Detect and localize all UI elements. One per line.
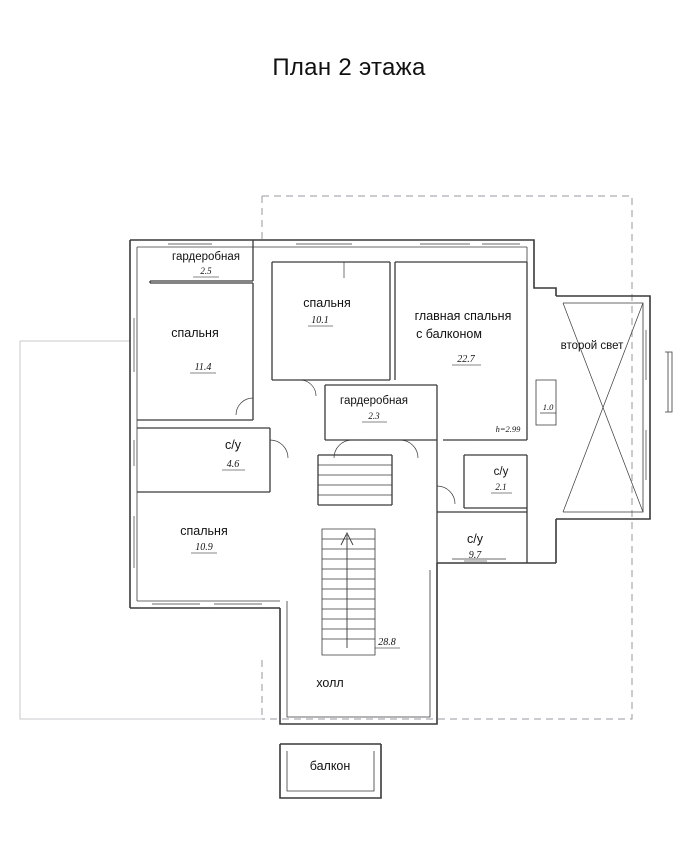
room-area-master_bedroom: 22.7 xyxy=(457,354,475,365)
room-label-wardrobe_top: гардеробная xyxy=(172,251,240,263)
room-label-bath_small: с/у xyxy=(493,466,509,478)
room-area-bedroom_left: 11.4 xyxy=(194,362,212,373)
room-area-bedroom_bottom: 10.9 xyxy=(195,542,213,553)
second-light-cross xyxy=(560,303,643,512)
room-area-hall: 28.8 xyxy=(378,637,396,648)
room-area-bath_right: 9.7 xyxy=(468,550,482,561)
internal-partitions xyxy=(137,240,527,563)
room-area-bedroom_mid: 10.1 xyxy=(311,315,329,326)
room-label-bath_right: с/у xyxy=(467,532,483,546)
room-label-bath_left: с/у xyxy=(225,438,241,452)
door-symbols xyxy=(236,262,486,504)
room-area-bath_left: 4.6 xyxy=(226,459,240,470)
room-label-balcony: балкон xyxy=(309,759,351,773)
note-niche-number: 1.0 xyxy=(542,402,554,412)
dimension-notes xyxy=(496,402,556,434)
room-label-hall: холл xyxy=(316,676,344,690)
page-title: План 2 этажа xyxy=(272,54,426,81)
room-label-bedroom_left: спальня xyxy=(171,326,219,340)
room-area-wardrobe_mid: 2.3 xyxy=(368,411,380,421)
room-area-wardrobe_top: 2.5 xyxy=(200,266,212,276)
room-label-second_light: второй свет xyxy=(560,340,624,352)
room-area-bath_small: 2.1 xyxy=(495,482,507,492)
room-labels xyxy=(171,251,624,773)
room-label-master_bedroom: главная спальня xyxy=(414,309,512,323)
room-label-bedroom_bottom: спальня xyxy=(180,524,228,538)
room-label-wardrobe_mid: гардеробная xyxy=(340,395,408,407)
room-label-bedroom_mid: спальня xyxy=(303,296,351,310)
note-ceiling-height: h=2.99 xyxy=(495,424,521,434)
staircase xyxy=(318,455,392,655)
right-exterior-detail xyxy=(536,352,672,425)
room-label-master-sub: с балконом xyxy=(416,327,482,341)
